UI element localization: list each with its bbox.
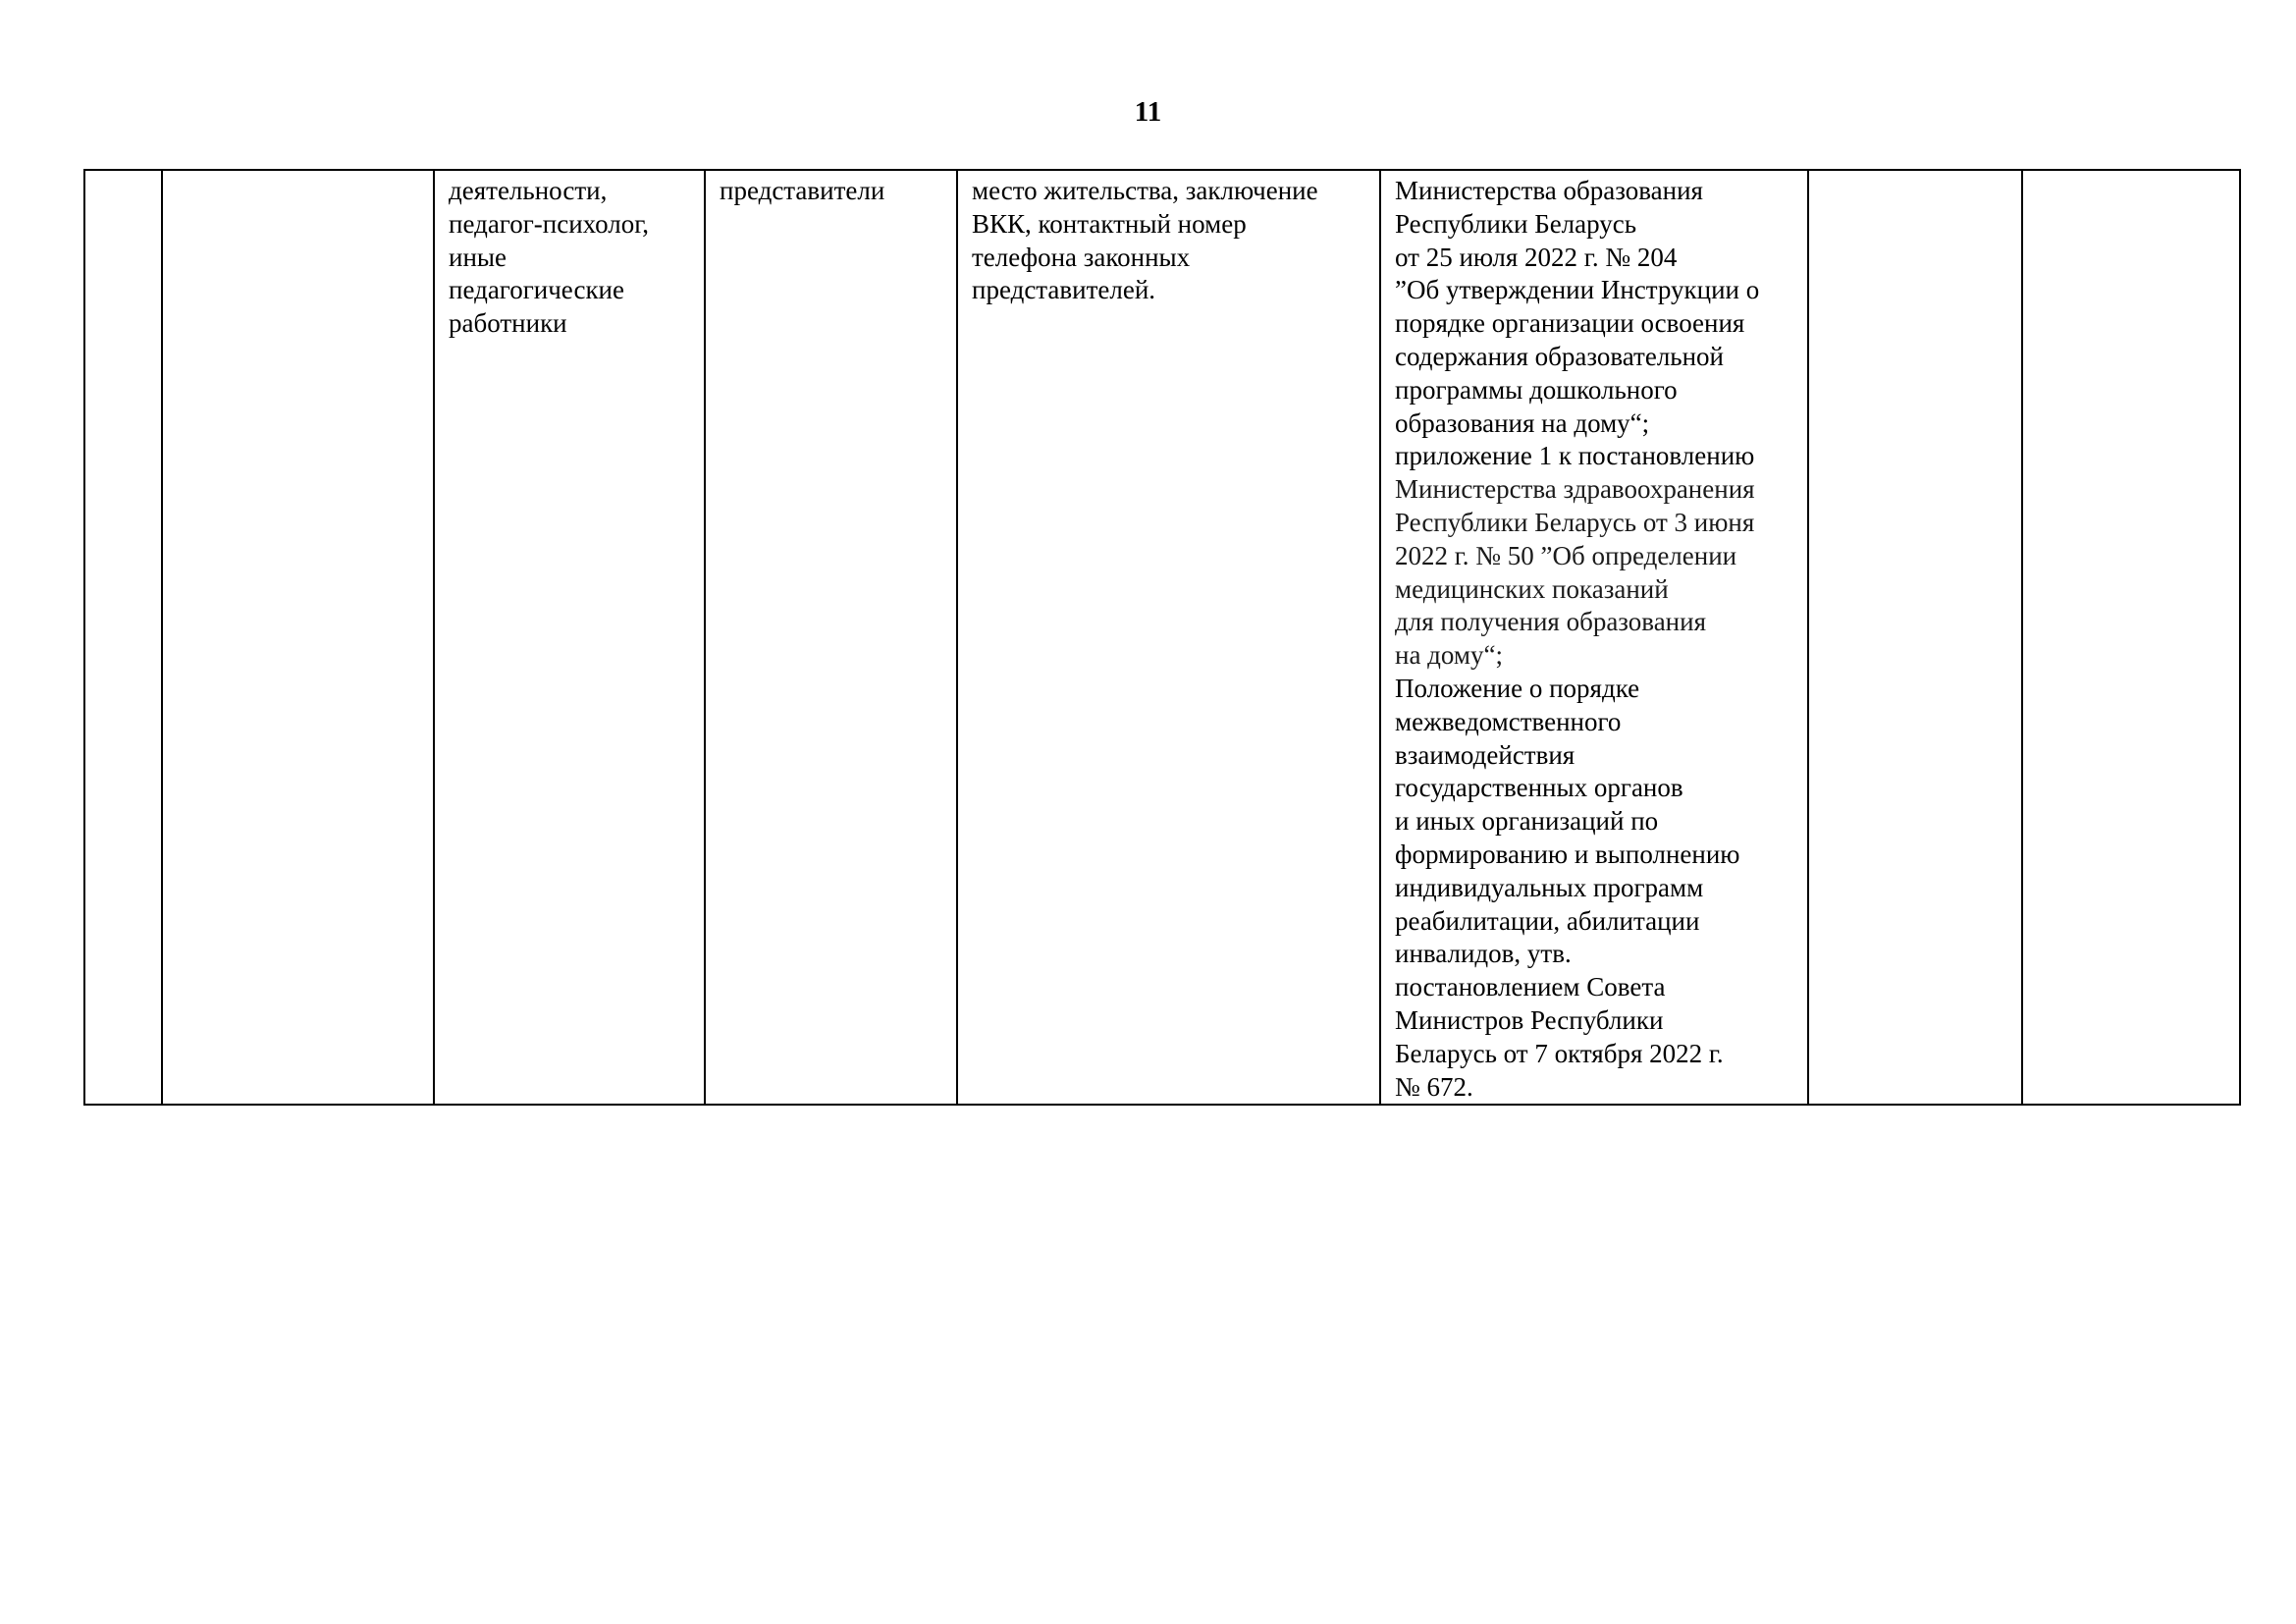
cell-text-line: индивидуальных программ	[1395, 872, 1704, 902]
cell-text-line: государственных органов	[1395, 773, 1683, 803]
cell-text-line: место жительства, заключение	[972, 176, 1318, 205]
cell-text-line: и иных организаций по	[1395, 806, 1659, 837]
cell-text-line: работники	[449, 308, 567, 339]
cell-text-line: педагогические	[449, 275, 624, 305]
page-number: 11	[1134, 96, 1162, 128]
cell-legal-basis	[1380, 170, 1808, 1105]
cell-text-line: постановлением Совета	[1395, 972, 1666, 1002]
cell-text-line: ВКК, контактный номер	[972, 208, 1247, 239]
cell-text-line: взаимодействия	[1395, 739, 1575, 770]
cell-text-line: Министерства образования	[1395, 176, 1703, 205]
cell-text-line: формированию и выполнению	[1395, 839, 1740, 869]
cell-responsible	[434, 170, 705, 1105]
table-row	[84, 170, 2240, 1105]
cell-deadline	[1808, 170, 2022, 1105]
cell-text-line: медицинских показаний	[1395, 573, 1669, 604]
cell-text-line: 2022 г. № 50 ”Об определении	[1395, 540, 1737, 570]
cell-text-line: иные	[449, 242, 507, 272]
cell-text-line: Республики Беларусь	[1395, 208, 1637, 239]
cell-text-line: Республики Беларусь от 3 июня	[1395, 507, 1755, 537]
cell-text-line: педагог-психолог,	[449, 208, 650, 239]
cell-text-line: приложение 1 к постановлению	[1395, 441, 1755, 471]
cell-text-line: Беларусь от 7 октября 2022 г.	[1395, 1038, 1724, 1068]
cell-text-line: порядке организации освоения	[1395, 308, 1745, 339]
cell-text-line: межведомственного	[1395, 706, 1622, 736]
document-table	[83, 169, 2241, 1106]
cell-text-line: программы дошкольного	[1395, 374, 1678, 405]
cell-text-line: ”Об утверждении Инструкции о	[1395, 275, 1760, 305]
cell-text-line: телефона законных	[972, 242, 1191, 272]
cell-text-line: содержания образовательной	[1395, 341, 1725, 371]
cell-text-line: представителей.	[972, 275, 1156, 305]
cell-text-line: Министерства здравоохранения	[1395, 474, 1755, 505]
cell-number	[84, 170, 162, 1105]
cell-text-line: деятельности,	[449, 176, 608, 205]
cell-text-line: Положение о порядке	[1395, 673, 1640, 703]
cell-text-line: № 672.	[1395, 1071, 1473, 1102]
cell-text-line: реабилитации, абилитации	[1395, 905, 1700, 936]
cell-text-line: образования на дому“;	[1395, 407, 1650, 438]
cell-text-line: на дому“;	[1395, 640, 1503, 671]
cell-text-line: от 25 июля 2022 г. № 204	[1395, 242, 1678, 272]
cell-notes	[2022, 170, 2240, 1105]
cell-text-line: инвалидов, утв.	[1395, 939, 1572, 969]
cell-data-list	[957, 170, 1380, 1105]
cell-name	[162, 170, 434, 1105]
cell-participants	[705, 170, 957, 1105]
cell-text-line: Министров Республики	[1395, 1004, 1664, 1035]
cell-text-line: представители	[720, 176, 885, 205]
cell-text-line: для получения образования	[1395, 607, 1706, 637]
